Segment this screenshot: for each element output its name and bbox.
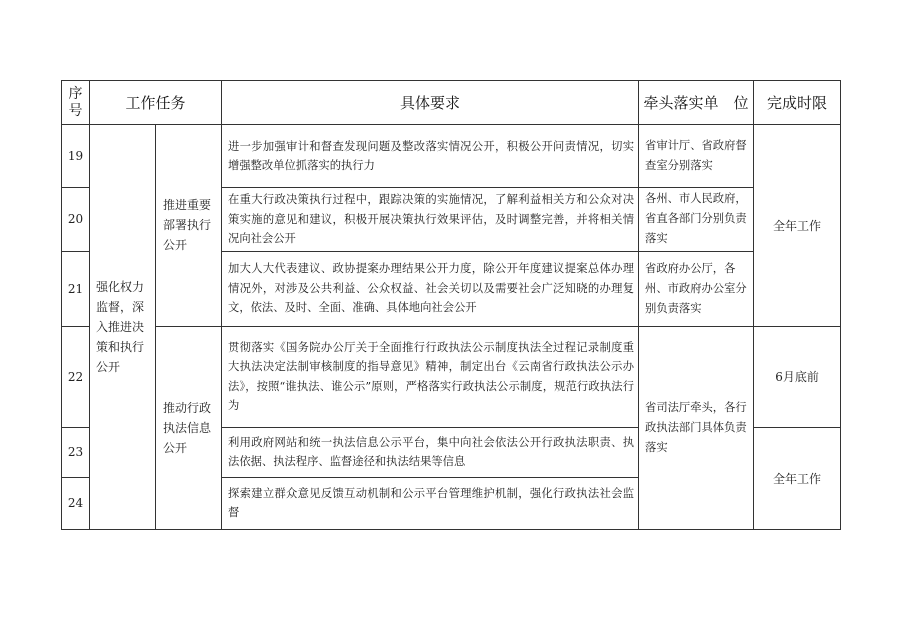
header-unit: 牵头落实单 位 bbox=[639, 81, 754, 125]
subcategory-cell: 推进重要部署执行公开 bbox=[156, 125, 222, 327]
table-row bbox=[62, 125, 841, 188]
category-cell: 强化权力监督，深入推进决策和执行公开 bbox=[90, 125, 156, 530]
header-requirements: 具体要求 bbox=[222, 81, 639, 125]
header-deadline: 完成时限 bbox=[754, 81, 841, 125]
requirement-cell: 利用政府网站和统一执法信息公示平台，集中向社会依法公开行政执法职责、执法依据、执法程序、监督途径和执法结果等信息 bbox=[222, 427, 639, 477]
subcategory-cell: 推动行政执法信息公开 bbox=[156, 326, 222, 529]
row-number: 21 bbox=[62, 251, 90, 326]
header-seq: 序号 bbox=[62, 81, 90, 125]
header-row bbox=[62, 81, 841, 125]
deadline-cell: 6月底前 bbox=[754, 326, 841, 427]
deadline-cell: 全年工作 bbox=[754, 125, 841, 327]
header-task: 工作任务 bbox=[90, 81, 222, 125]
requirement-cell: 进一步加强审计和督查发现问题及整改落实情况公开，积极公开问责情况，切实增强整改单位抓落实的执行力 bbox=[222, 125, 639, 188]
requirement-cell: 贯彻落实《国务院办公厅关于全面推行行政执法公示制度执法全过程记录制度重大执法决定法制审核制度的指导意见》精神，制定出台《云南省行政执法公示办法》，按照“谁执法、谁公示”原则，严格落实行政执法公示制度，规范行政执法行为 bbox=[222, 326, 639, 427]
unit-cell: 省司法厅牵头，各行政执法部门具体负责落实 bbox=[639, 326, 754, 529]
row-number: 19 bbox=[62, 125, 90, 188]
row-number: 22 bbox=[62, 326, 90, 427]
table-row bbox=[62, 326, 841, 427]
task-table bbox=[61, 80, 841, 530]
requirement-cell: 探索建立群众意见反馈互动机制和公示平台管理维护机制，强化行政执法社会监督 bbox=[222, 477, 639, 529]
requirement-cell: 在重大行政决策执行过程中，跟踪决策的实施情况，了解利益相关方和公众对决策实施的意见和建议，积极开展决策执行效果评估，及时调整完善，并将相关情况向社会公开 bbox=[222, 188, 639, 252]
unit-cell: 各州、市人民政府，省直各部门分别负责落实 bbox=[639, 188, 754, 252]
requirement-cell: 加大人大代表建议、政协提案办理结果公开力度，除公开年度建议提案总体办理情况外，对涉及公共利益、公众权益、社会关切以及需要社会广泛知晓的办理复文，依法、及时、全面、准确、具体地向社会公开 bbox=[222, 251, 639, 326]
unit-cell: 省审计厅、省政府督查室分别落实 bbox=[639, 125, 754, 188]
deadline-cell: 全年工作 bbox=[754, 427, 841, 529]
row-number: 24 bbox=[62, 477, 90, 529]
unit-cell: 省政府办公厅，各州、市政府办公室分别负责落实 bbox=[639, 251, 754, 326]
row-number: 20 bbox=[62, 188, 90, 252]
row-number: 23 bbox=[62, 427, 90, 477]
